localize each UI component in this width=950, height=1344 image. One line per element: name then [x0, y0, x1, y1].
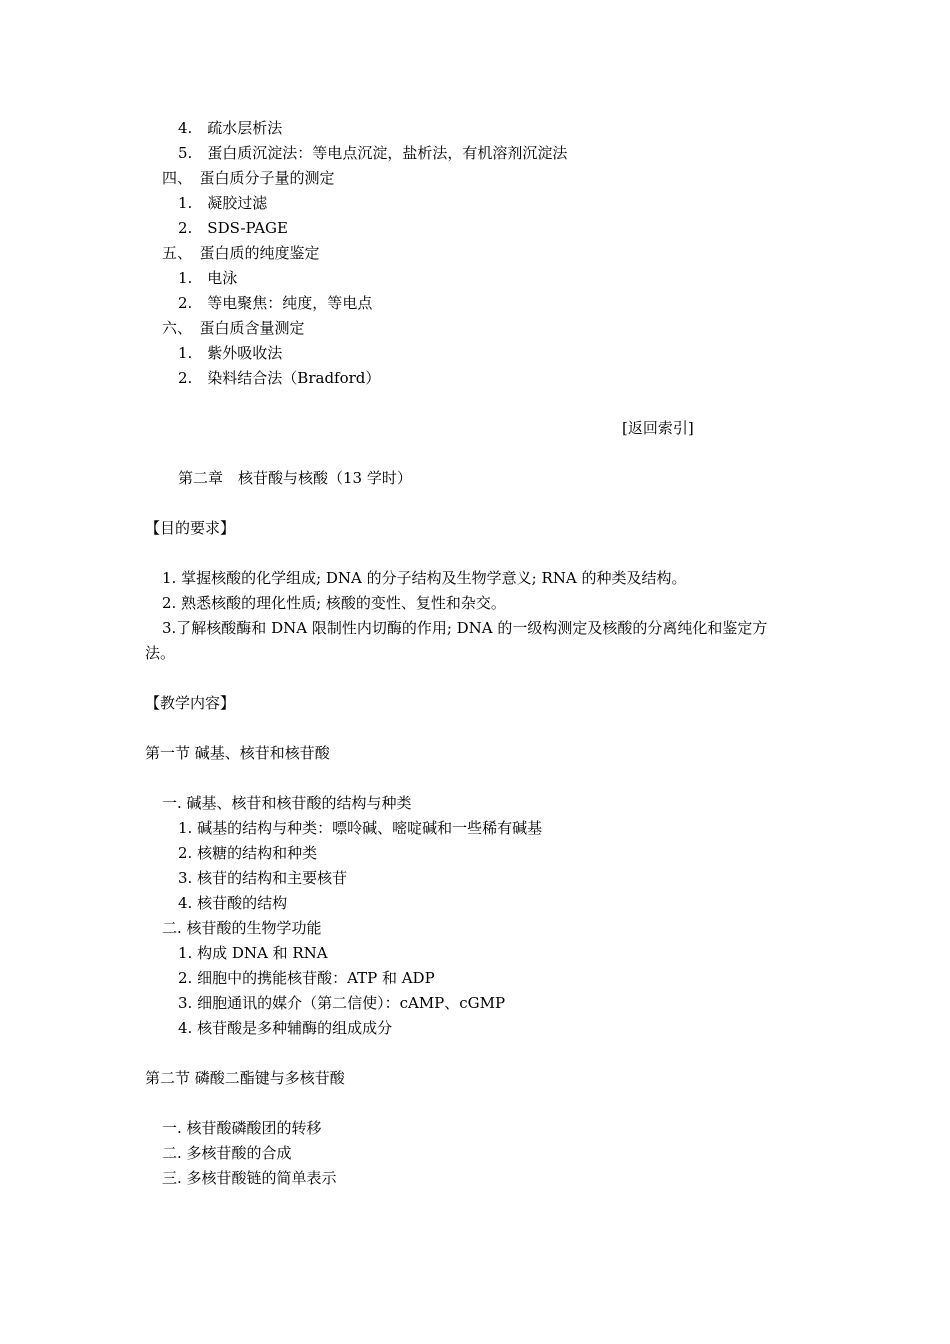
- list-item: 2. 等电聚焦：纯度，等电点: [178, 294, 373, 312]
- list-item-continuation: 法。: [145, 644, 176, 662]
- list-item: 4. 核苷酸是多种辅酶的组成成分: [178, 1019, 393, 1037]
- outline-heading: 一. 核苷酸磷酸团的转移: [162, 1119, 322, 1137]
- return-index-link[interactable]: [返回索引]: [622, 419, 694, 437]
- list-item: 5. 蛋白质沉淀法：等电点沉淀，盐析法，有机溶剂沉淀法: [178, 144, 568, 162]
- list-item: 1. 紫外吸收法: [178, 344, 283, 362]
- outline-heading: 一. 碱基、核苷和核苷酸的结构与种类: [162, 794, 412, 812]
- outline-heading: 二. 多核苷酸的合成: [162, 1144, 292, 1162]
- outline-heading: 三. 多核苷酸链的简单表示: [162, 1169, 337, 1187]
- list-item: 2. SDS-PAGE: [178, 219, 288, 237]
- section-heading: 【教学内容】: [145, 694, 236, 712]
- section-heading: 四、 蛋白质分子量的测定: [162, 169, 335, 187]
- outline-heading: 二. 核苷酸的生物学功能: [162, 919, 322, 937]
- list-item: 2. 细胞中的携能核苷酸：ATP 和 ADP: [178, 969, 435, 987]
- list-item: 1. 碱基的结构与种类：嘌呤碱、嘧啶碱和一些稀有碱基: [178, 819, 543, 837]
- section-heading: 六、 蛋白质含量测定: [162, 319, 305, 337]
- list-item: 1. 凝胶过滤: [178, 194, 268, 212]
- list-item: 3. 细胞通讯的媒介（第二信使）：cAMP、cGMP: [178, 994, 506, 1012]
- list-item: 3.了解核酸酶和 DNA 限制性内切酶的作用; DNA 的一级构测定及核酸的分离纯化和鉴定方: [162, 619, 768, 637]
- section-heading: 五、 蛋白质的纯度鉴定: [162, 244, 320, 262]
- list-item: 2. 熟悉核酸的理化性质; 核酸的变性、复性和杂交。: [162, 594, 506, 612]
- list-item: 1. 构成 DNA 和 RNA: [178, 944, 328, 962]
- list-item: 2. 核糖的结构和种类: [178, 844, 318, 862]
- list-item: 4. 疏水层析法: [178, 119, 283, 137]
- list-item: 3. 核苷的结构和主要核苷: [178, 869, 348, 887]
- subsection-title: 第一节 碱基、核苷和核苷酸: [145, 744, 330, 762]
- list-item: 1. 电泳: [178, 269, 238, 287]
- subsection-title: 第二节 磷酸二酯键与多核苷酸: [145, 1069, 345, 1087]
- section-heading: 【目的要求】: [145, 519, 236, 537]
- list-item: 1. 掌握核酸的化学组成; DNA 的分子结构及生物学意义; RNA 的种类及结构。: [162, 569, 687, 587]
- list-item: 4. 核苷酸的结构: [178, 894, 288, 912]
- chapter-title: 第二章 核苷酸与核酸（13 学时）: [178, 469, 412, 487]
- list-item: 2. 染料结合法（Bradford）: [178, 369, 381, 387]
